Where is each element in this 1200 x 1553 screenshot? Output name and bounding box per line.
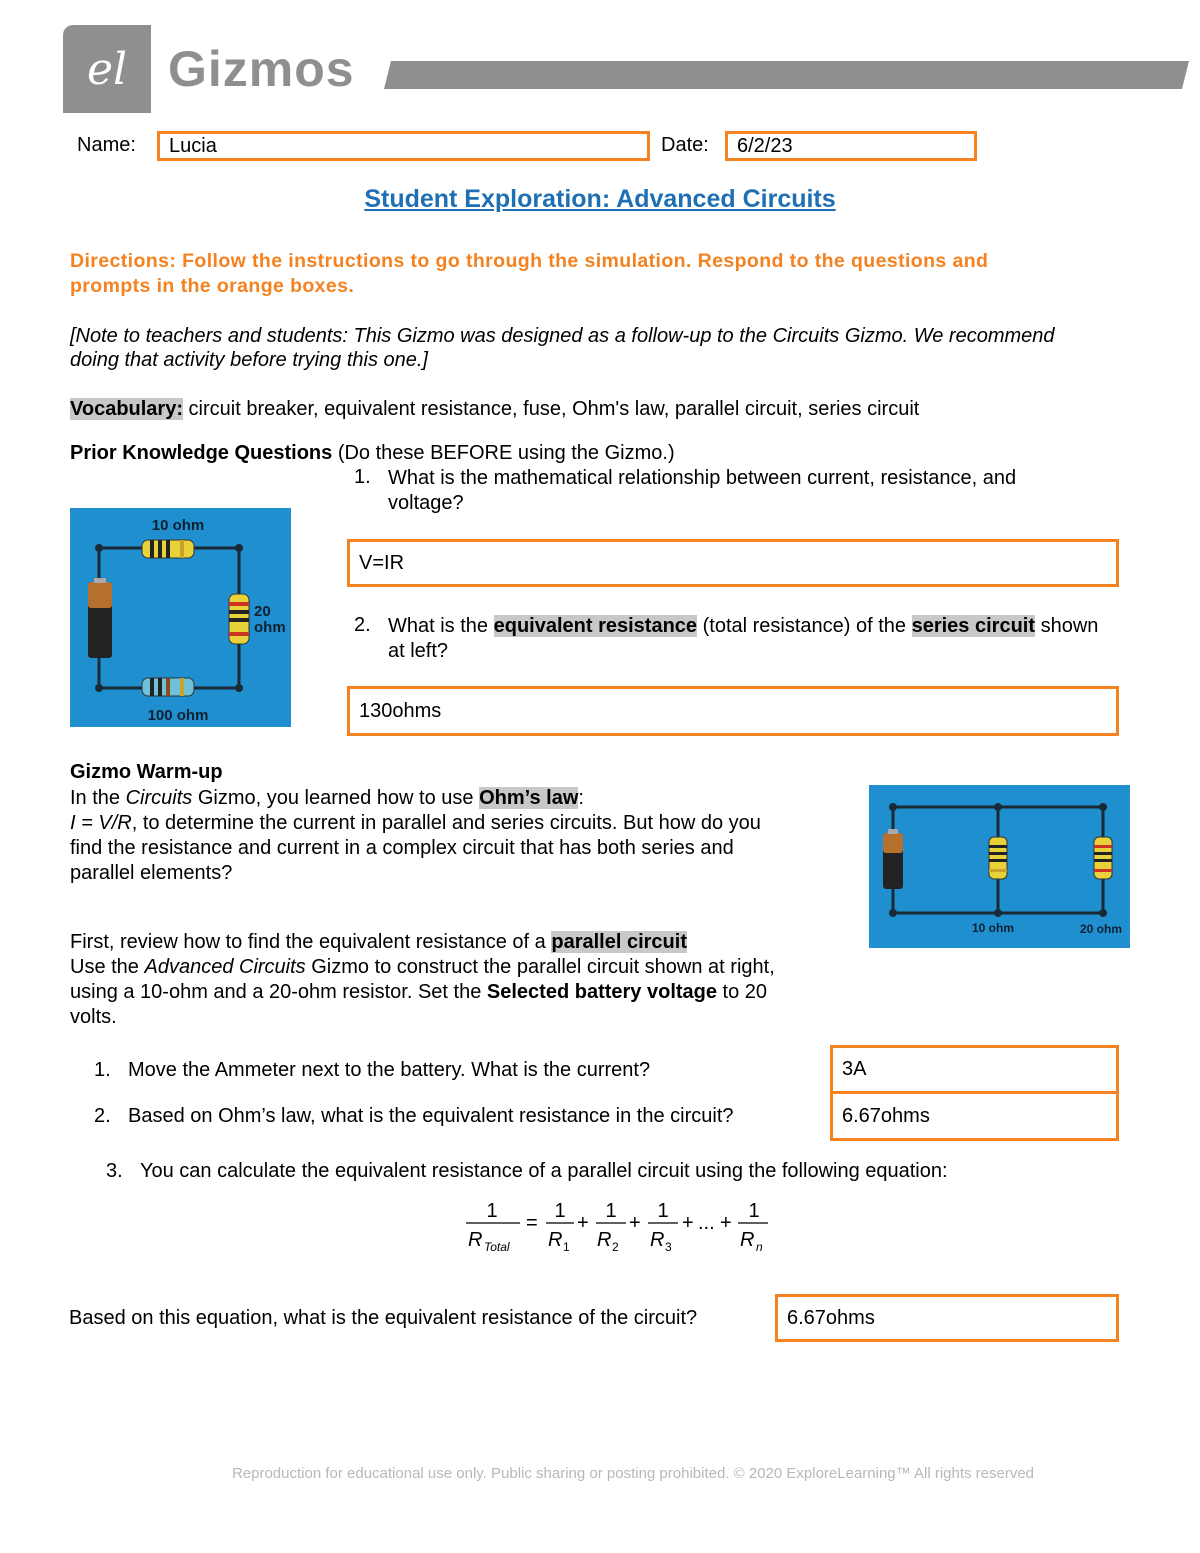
series-circuit-image xyxy=(70,508,291,727)
date-field[interactable] xyxy=(725,131,977,161)
svg-text:=: = xyxy=(526,1212,538,1234)
vocabulary-terms: circuit breaker, equivalent resistance, fuse, Ohm's law, parallel circuit, series circuit xyxy=(183,398,920,420)
explorelearning-logo-icon: el xyxy=(86,43,128,95)
date-value: 6/2/23 xyxy=(737,134,793,157)
prior-q1-answer: V=IR xyxy=(359,551,405,574)
series-top-label: 10 ohm xyxy=(151,517,205,534)
prior-q2-answer-box[interactable] xyxy=(347,686,1119,736)
gizmos-wordmark: Gizmos xyxy=(168,41,355,97)
warmup-q3-number: 3. xyxy=(106,1160,123,1182)
parallel-resistance-equation xyxy=(462,1196,782,1258)
header-bar xyxy=(384,61,1189,89)
prior-q2-answer: 130ohms xyxy=(359,699,442,722)
warmup-q4-answer: 6.67ohms xyxy=(787,1306,875,1329)
series-bottom-label: 100 ohm xyxy=(147,707,209,724)
parallel-circuit-image xyxy=(869,785,1130,948)
warmup-heading: Gizmo Warm-up xyxy=(70,761,223,783)
warmup-q4-answer-box[interactable] xyxy=(775,1294,1119,1342)
svg-text:R: R xyxy=(548,1229,563,1251)
prior-q2-number: 2. xyxy=(354,614,371,636)
warmup-paragraph-2: First, review how to find the equivalent resistance of a parallel circuit Use the Advanced Circuits Gizmo to construct the parallel circuit shown at right, using a 10-ohm and a 20-ohm resistor. Set the Selected battery voltage to 20 volts. xyxy=(70,931,775,1028)
date-label: Date: xyxy=(661,134,709,156)
warmup-q3-text: You can calculate the equivalent resistance of a parallel circuit using the following equation: xyxy=(140,1160,948,1182)
series-right-label-1: 20 xyxy=(254,603,271,620)
warmup-q2-number: 2. xyxy=(94,1105,111,1127)
vocabulary-label: Vocabulary: xyxy=(70,398,183,420)
svg-text:1: 1 xyxy=(554,1200,566,1222)
svg-text:Total: Total xyxy=(484,1240,510,1254)
svg-text:+: + xyxy=(577,1212,589,1234)
name-field[interactable] xyxy=(157,131,650,161)
footer-copyright: Reproduction for educational use only. Public sharing or posting prohibited. © 2020 ExploreLearning™ All rights reserved xyxy=(231,1465,1035,1482)
warmup-q1-answer: 3A xyxy=(842,1058,867,1080)
svg-text:1: 1 xyxy=(605,1200,617,1222)
parallel-label-1: 10 ohm xyxy=(971,921,1015,935)
page-title: Student Exploration: Advanced Circuits xyxy=(364,185,836,213)
series-right-label-2: ohm xyxy=(254,619,286,636)
svg-text:1: 1 xyxy=(657,1200,669,1222)
warmup-q1-answer-box[interactable] xyxy=(830,1045,1119,1094)
svg-text:1: 1 xyxy=(748,1200,760,1222)
warmup-q2-answer-box[interactable] xyxy=(830,1091,1119,1141)
name-label: Name: xyxy=(77,134,136,156)
svg-text:R: R xyxy=(597,1229,612,1251)
vocabulary-line xyxy=(70,398,1130,421)
svg-text:3: 3 xyxy=(665,1240,672,1254)
warmup-paragraph-1: In the Circuits Gizmo, you learned how to use Ohm’s law: I = V/R, to determine the current in parallel and series circuits. But how do you find the resistance and current in a complex circuit that has both series and parallel elements? xyxy=(70,787,761,884)
parallel-label-2: 20 ohm xyxy=(1079,922,1123,936)
svg-text:R: R xyxy=(468,1229,483,1251)
svg-text:+: + xyxy=(682,1212,694,1234)
name-value: Lucia xyxy=(169,134,217,157)
warmup-q1-number: 1. xyxy=(94,1059,111,1081)
teacher-note: [Note to teachers and students: This Gizmo was designed as a follow-up to the Circuits Gizmo. We recommend doing that activity before trying this one.] xyxy=(70,325,1055,371)
warmup-q2-text: Based on Ohm’s law, what is the equivalent resistance in the circuit? xyxy=(128,1105,734,1127)
svg-text:...: ... xyxy=(698,1212,715,1234)
prior-q1-number: 1. xyxy=(354,466,371,488)
warmup-q2-answer: 6.67ohms xyxy=(842,1104,930,1127)
svg-text:n: n xyxy=(756,1240,763,1254)
svg-text:2: 2 xyxy=(612,1240,619,1254)
directions-text: Directions: Follow the instructions to go through the simulation. Respond to the questions and prompts in the orange boxes. xyxy=(70,250,989,297)
prior-knowledge-heading: Prior Knowledge Questions (Do these BEFORE using the Gizmo.) xyxy=(70,442,675,464)
svg-text:1: 1 xyxy=(563,1240,570,1254)
prior-q1-answer-box[interactable] xyxy=(347,539,1119,587)
svg-text:R: R xyxy=(650,1229,665,1251)
svg-text:+: + xyxy=(720,1212,732,1234)
svg-text:+: + xyxy=(629,1212,641,1234)
warmup-q4-text: Based on this equation, what is the equivalent resistance of the circuit? xyxy=(69,1307,698,1329)
svg-text:1: 1 xyxy=(486,1200,498,1222)
prior-q1-text: What is the mathematical relationship between current, resistance, and voltage? xyxy=(388,467,1017,514)
svg-text:R: R xyxy=(740,1229,755,1251)
warmup-q1-text: Move the Ammeter next to the battery. What is the current? xyxy=(128,1059,651,1081)
prior-q2-text: What is the equivalent resistance (total resistance) of the series circuit shown at left? xyxy=(388,615,1099,662)
